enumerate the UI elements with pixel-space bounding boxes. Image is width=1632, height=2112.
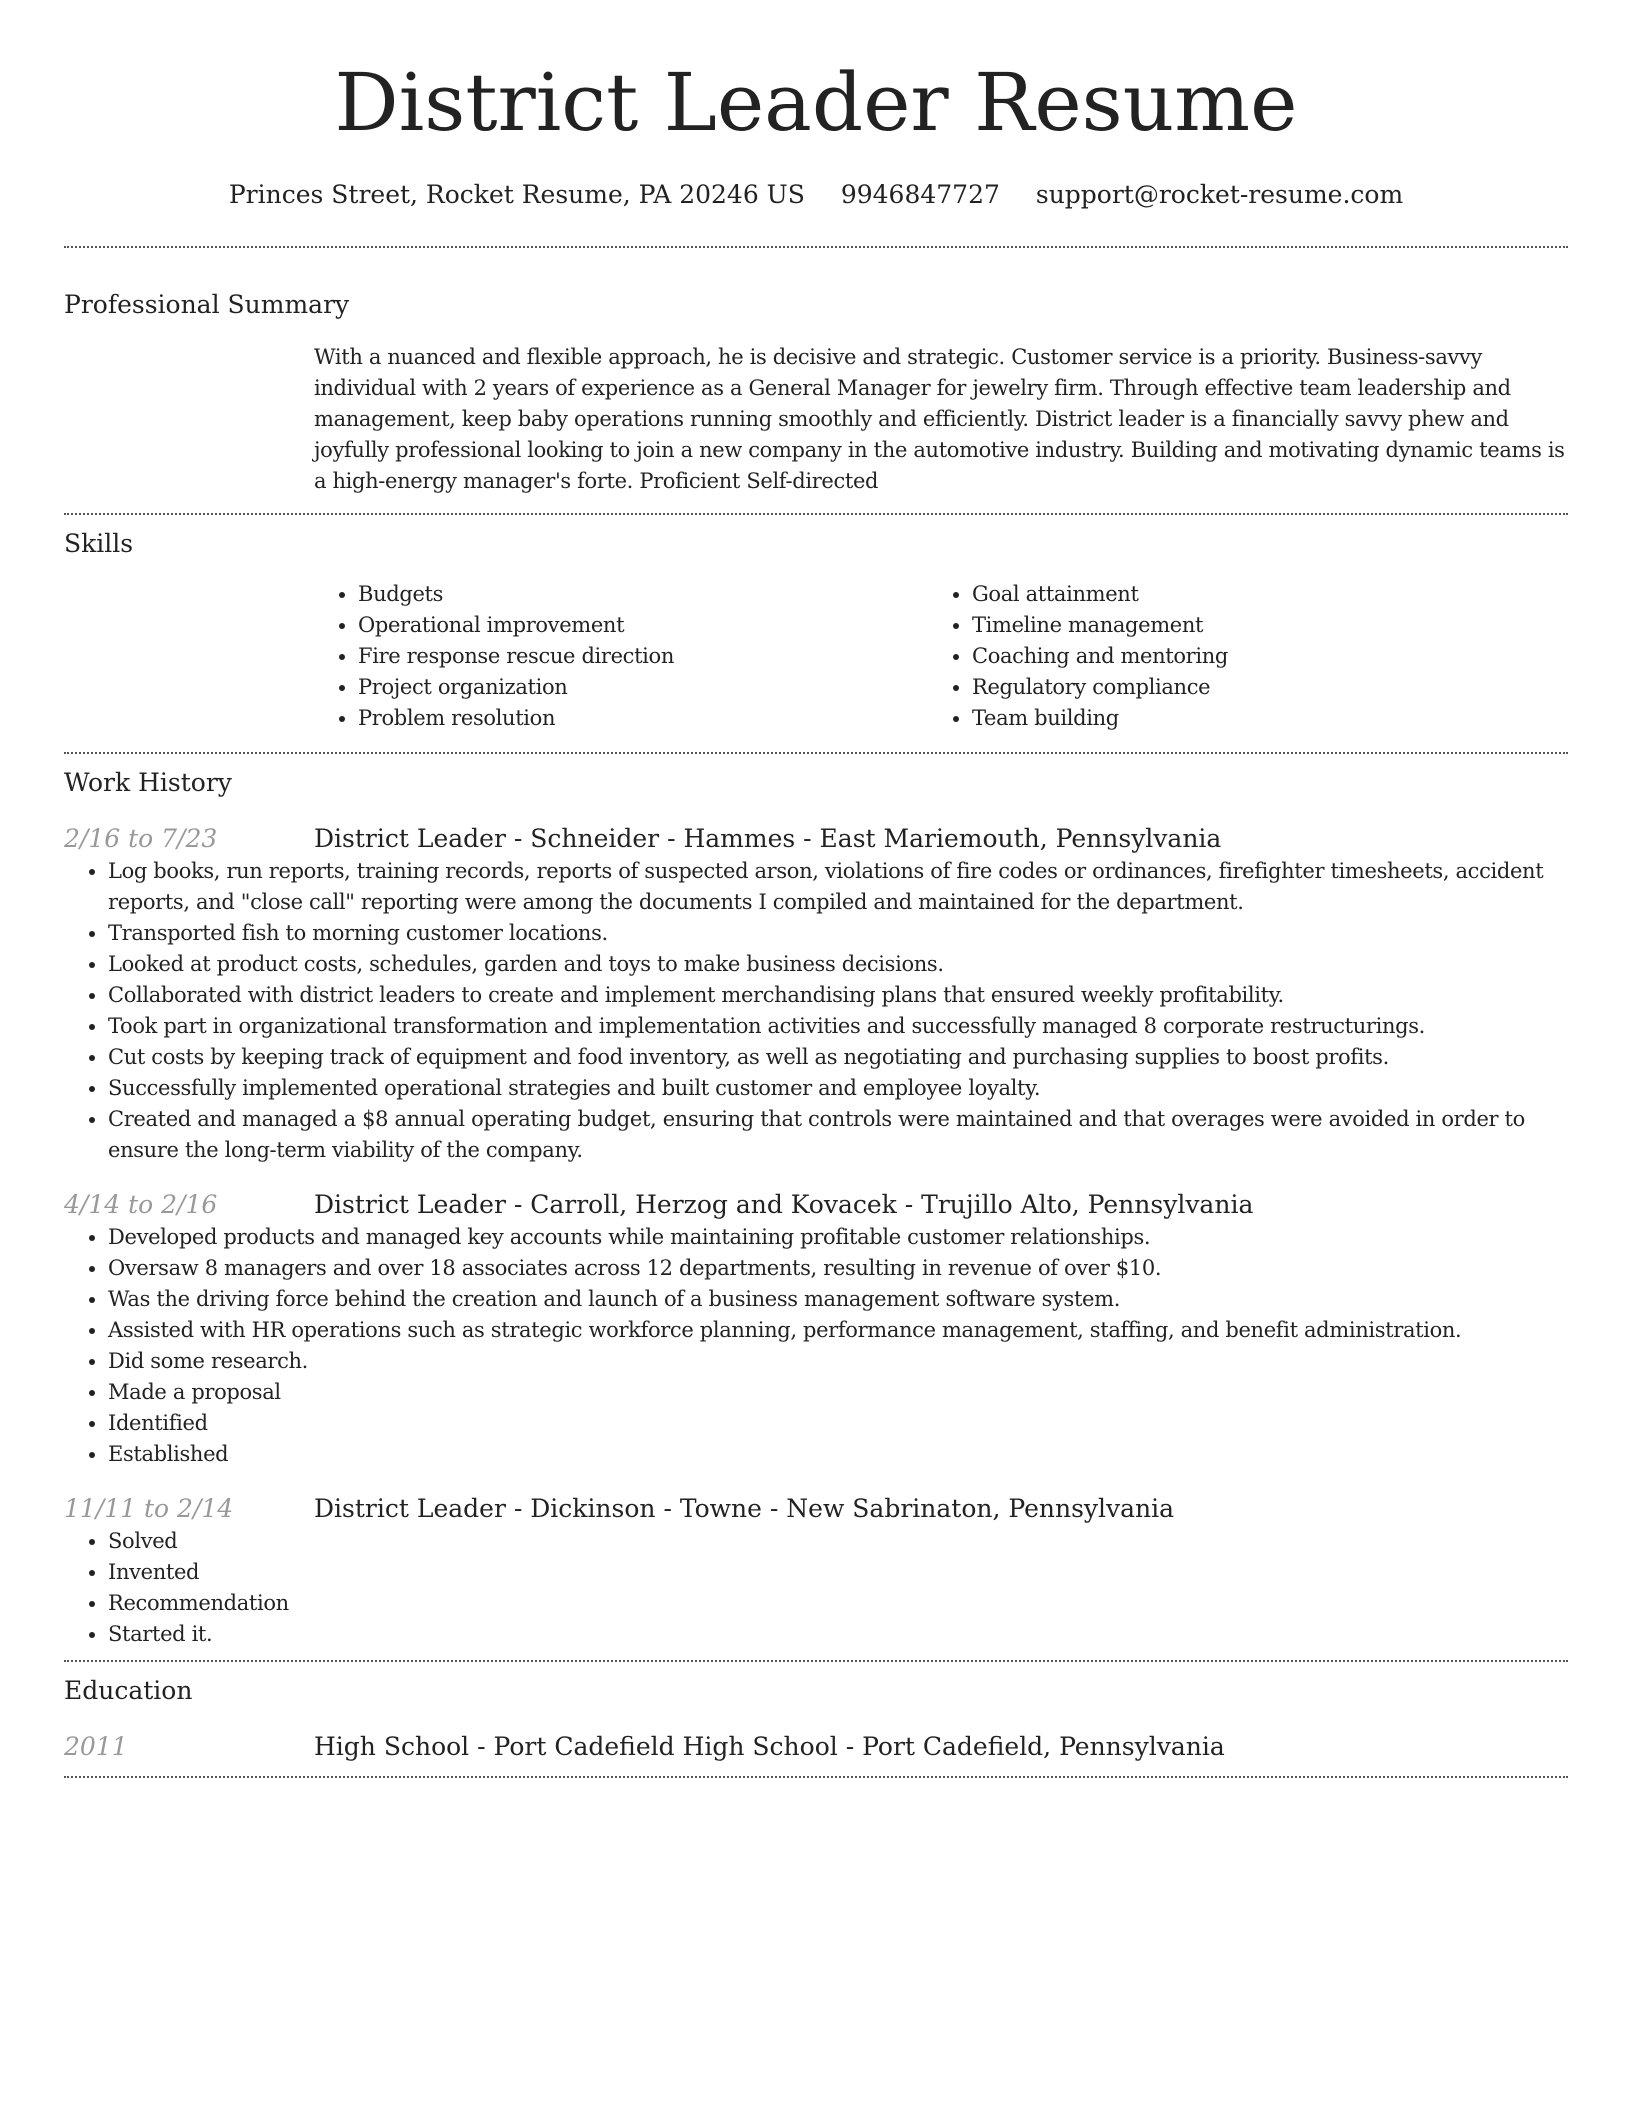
job-dates: 4/14 to 2/16 bbox=[64, 1190, 218, 1219]
skill-item: • Fire response rescue direction bbox=[358, 641, 928, 672]
job-bullet: • Oversaw 8 managers and over 18 associates across 12 departments, resulting in revenue of over $10. bbox=[108, 1253, 1568, 1284]
divider bbox=[64, 1660, 1568, 1662]
job-dates: 2/16 to 7/23 bbox=[64, 824, 218, 853]
job-bullet: • Invented bbox=[108, 1557, 1568, 1588]
divider bbox=[64, 1776, 1568, 1778]
job-bullet: • Identified bbox=[108, 1408, 1568, 1439]
job-bullet: • Was the driving force behind the creation and launch of a business management software system. bbox=[108, 1284, 1568, 1315]
job-dates: 11/11 to 2/14 bbox=[64, 1494, 234, 1523]
job-bullet: • Took part in organizational transformation and implementation activities and successfully managed 8 corporate restructurings. bbox=[108, 1011, 1568, 1042]
job-header bbox=[64, 822, 1568, 856]
skill-item: • Team building bbox=[972, 703, 1542, 734]
contact-line bbox=[64, 178, 1568, 212]
education-title: High School - Port Cadefield High School - Port Cadefield, Pennsylvania bbox=[314, 1732, 1225, 1761]
skills-list-right bbox=[928, 579, 1542, 734]
education-year: 2011 bbox=[64, 1732, 128, 1761]
skill-item: • Coaching and mentoring bbox=[972, 641, 1542, 672]
job-bullet: • Did some research. bbox=[108, 1346, 1568, 1377]
job-entry bbox=[64, 822, 1568, 1166]
skills-heading: Skills bbox=[64, 529, 134, 558]
job-bullet: • Collaborated with district leaders to create and implement merchandising plans that ensured weekly profitability. bbox=[108, 980, 1568, 1011]
job-bullet: • Created and managed a $8 annual operating budget, ensuring that controls were maintained and that overages were avoided in order to ensure the long-term viability of the company. bbox=[108, 1104, 1568, 1166]
job-bullet: • Successfully implemented operational strategies and built customer and employee loyalty. bbox=[108, 1073, 1568, 1104]
education-heading: Education bbox=[64, 1676, 193, 1705]
job-bullet: • Cut costs by keeping track of equipment and food inventory, as well as negotiating and purchasing supplies to boost profits. bbox=[108, 1042, 1568, 1073]
summary-heading: Professional Summary bbox=[64, 290, 350, 319]
divider bbox=[64, 513, 1568, 515]
job-title: District Leader - Carroll, Herzog and Kovacek - Trujillo Alto, Pennsylvania bbox=[314, 1190, 1254, 1219]
job-bullet: • Looked at product costs, schedules, garden and toys to make business decisions. bbox=[108, 949, 1568, 980]
skill-item: • Operational improvement bbox=[358, 610, 928, 641]
job-title: District Leader - Dickinson - Towne - New Sabrinaton, Pennsylvania bbox=[314, 1494, 1175, 1523]
skills-grid bbox=[314, 579, 1568, 734]
skill-item: • Project organization bbox=[358, 672, 928, 703]
resume-title: District Leader Resume bbox=[334, 56, 1298, 149]
contact-email: support@rocket-resume.com bbox=[1035, 180, 1404, 209]
job-bullet: • Developed products and managed key accounts while maintaining profitable customer relationships. bbox=[108, 1222, 1568, 1253]
job-entry bbox=[64, 1492, 1568, 1650]
skills-section bbox=[64, 527, 1568, 734]
skill-item: • Problem resolution bbox=[358, 703, 928, 734]
skills-list-left bbox=[314, 579, 928, 734]
job-header bbox=[64, 1188, 1568, 1222]
skill-item: • Goal attainment bbox=[972, 579, 1542, 610]
job-bullet: • Transported fish to morning customer locations. bbox=[108, 918, 1568, 949]
job-bullet: • Assisted with HR operations such as strategic workforce planning, performance management, staffing, and benefit administration. bbox=[108, 1315, 1568, 1346]
job-entry bbox=[64, 1188, 1568, 1470]
work-section bbox=[64, 766, 1568, 1650]
divider bbox=[64, 752, 1568, 754]
job-bullets bbox=[64, 1222, 1568, 1470]
job-bullets bbox=[64, 1526, 1568, 1650]
education-entry bbox=[64, 1730, 1568, 1764]
job-bullet: • Established bbox=[108, 1439, 1568, 1470]
skill-item: • Timeline management bbox=[972, 610, 1542, 641]
skill-item: • Regulatory compliance bbox=[972, 672, 1542, 703]
skill-item: • Budgets bbox=[358, 579, 928, 610]
job-bullet: • Started it. bbox=[108, 1619, 1568, 1650]
job-bullet: • Solved bbox=[108, 1526, 1568, 1557]
job-bullets bbox=[64, 856, 1568, 1166]
job-bullet: • Made a proposal bbox=[108, 1377, 1568, 1408]
job-bullet: • Log books, run reports, training records, reports of suspected arson, violations of fire codes or ordinances, firefighter timesheets, accident reports, and "close call" reporting were among the documents I compiled and maintained for the department. bbox=[108, 856, 1568, 918]
divider bbox=[64, 246, 1568, 248]
summary-section bbox=[64, 288, 1568, 497]
work-heading: Work History bbox=[64, 768, 232, 797]
job-title: District Leader - Schneider - Hammes - East Mariemouth, Pennsylvania bbox=[314, 824, 1222, 853]
job-header bbox=[64, 1492, 1568, 1526]
contact-phone: 9946847727 bbox=[840, 180, 1000, 209]
education-section bbox=[64, 1674, 1568, 1764]
contact-address: Princes Street, Rocket Resume, PA 20246 US bbox=[228, 180, 805, 209]
summary-text: With a nuanced and flexible approach, he is decisive and strategic. Customer service is a priority. Business-savvy individual with 2 years of experience as a General Manager for jewelry firm. Through effective team leadership and management, keep baby operations running smoothly and efficiently. District leader is a financially savvy phew and joyfully professional looking to join a new company in the automotive industry. Building and motivating dynamic teams is a high-energy manager's forte. Proficient Self-directed bbox=[314, 345, 1565, 493]
job-bullet: • Recommendation bbox=[108, 1588, 1568, 1619]
